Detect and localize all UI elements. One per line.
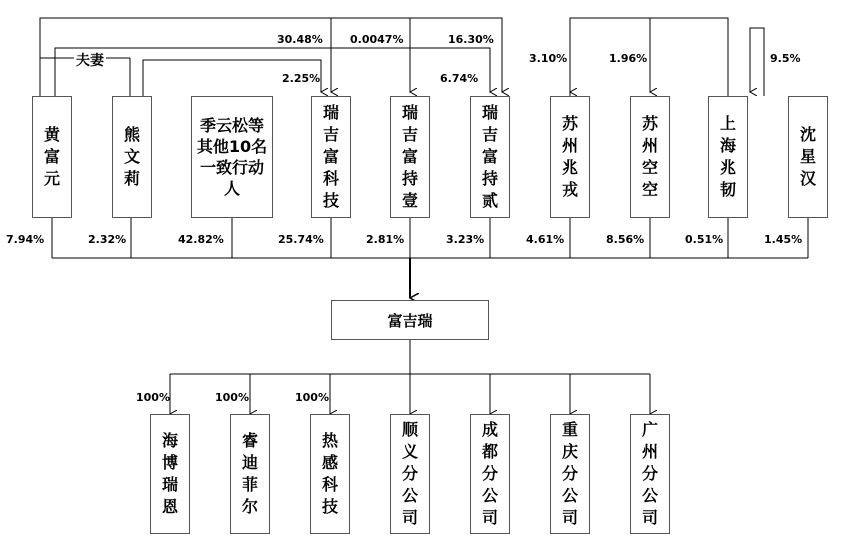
shareholder-name: 苏州空空	[641, 114, 658, 199]
holding-pct-xiong: 2.32%	[88, 233, 127, 246]
pct-label-16-30: 16.30%	[448, 33, 494, 46]
holding-pct-zhaorong: 4.61%	[526, 233, 565, 246]
sub-pct-ruidi: 100%	[215, 391, 249, 404]
pct-label-2-25: 2.25%	[282, 72, 321, 85]
shareholder-name: 瑞吉富持壹	[401, 103, 418, 210]
subsidiary-name: 广州分公司	[641, 420, 658, 527]
shareholder-name: 季云松等其他10名一致行动人	[196, 116, 268, 198]
holding-pct-zhaoren: 0.51%	[685, 233, 724, 246]
shareholder-name: 熊文莉	[123, 125, 140, 188]
subsidiary-name: 顺义分公司	[401, 420, 418, 527]
company-name: 富吉瑞	[387, 311, 433, 330]
spouse-label: 夫妻	[74, 50, 106, 70]
shareholder-name: 沈星汉	[799, 125, 816, 188]
subsidiary-regan-tech	[310, 414, 350, 534]
subsidiary-name: 成都分公司	[481, 420, 498, 527]
shareholder-ruiji-fu-chi-1	[390, 96, 430, 218]
shareholder-name: 上海兆韧	[719, 114, 736, 199]
sub-pct-regan: 100%	[295, 391, 329, 404]
shareholder-suzhou-kongkong	[630, 96, 670, 218]
holding-pct-kongkong: 8.56%	[606, 233, 645, 246]
sub-pct-haibo: 100%	[136, 391, 170, 404]
subsidiary-shunyi-branch	[390, 414, 430, 534]
shareholder-xiong-wenli	[112, 96, 152, 218]
shareholder-name: 黄富元	[43, 125, 60, 188]
holding-pct-shen: 1.45%	[764, 233, 803, 246]
shareholder-shen-xinghan	[788, 96, 828, 218]
subsidiary-name: 睿迪菲尔	[241, 431, 258, 516]
shareholder-huang-fuyuan	[32, 96, 72, 218]
shareholder-ruiji-fu-chi-2	[470, 96, 510, 218]
subsidiary-haibo-ruien	[150, 414, 190, 534]
subsidiary-name: 重庆分公司	[561, 420, 578, 527]
shareholder-ji-yunsong-group	[191, 96, 273, 218]
subsidiary-chengdu-branch	[470, 414, 510, 534]
subsidiary-chongqing-branch	[550, 414, 590, 534]
shareholder-name: 瑞吉富持贰	[481, 103, 498, 210]
shareholder-shanghai-zhaoren	[708, 96, 748, 218]
holding-pct-huang: 7.94%	[6, 233, 45, 246]
shareholder-ruiji-fu-tech	[311, 96, 351, 218]
holding-pct-tech: 25.74%	[278, 233, 324, 246]
subsidiary-ruidi-feier	[230, 414, 270, 534]
holding-pct-chi1: 2.81%	[366, 233, 405, 246]
shareholder-name: 苏州兆戎	[561, 114, 578, 199]
subsidiary-name: 热感科技	[321, 431, 338, 516]
pct-label-0-0047: 0.0047%	[350, 33, 404, 46]
subsidiary-guangzhou-branch	[630, 414, 670, 534]
holding-pct-ji: 42.82%	[178, 233, 224, 246]
company-box	[331, 300, 489, 340]
pct-label-1-96: 1.96%	[609, 52, 648, 65]
shareholder-name: 瑞吉富科技	[322, 103, 339, 210]
pct-label-30-48: 30.48%	[277, 33, 323, 46]
pct-label-9-5: 9.5%	[770, 52, 801, 65]
pct-label-6-74: 6.74%	[440, 72, 479, 85]
pct-label-3-10: 3.10%	[529, 52, 568, 65]
subsidiary-name: 海博瑞恩	[161, 431, 178, 516]
shareholder-suzhou-zhaorong	[550, 96, 590, 218]
holding-pct-chi2: 3.23%	[446, 233, 485, 246]
